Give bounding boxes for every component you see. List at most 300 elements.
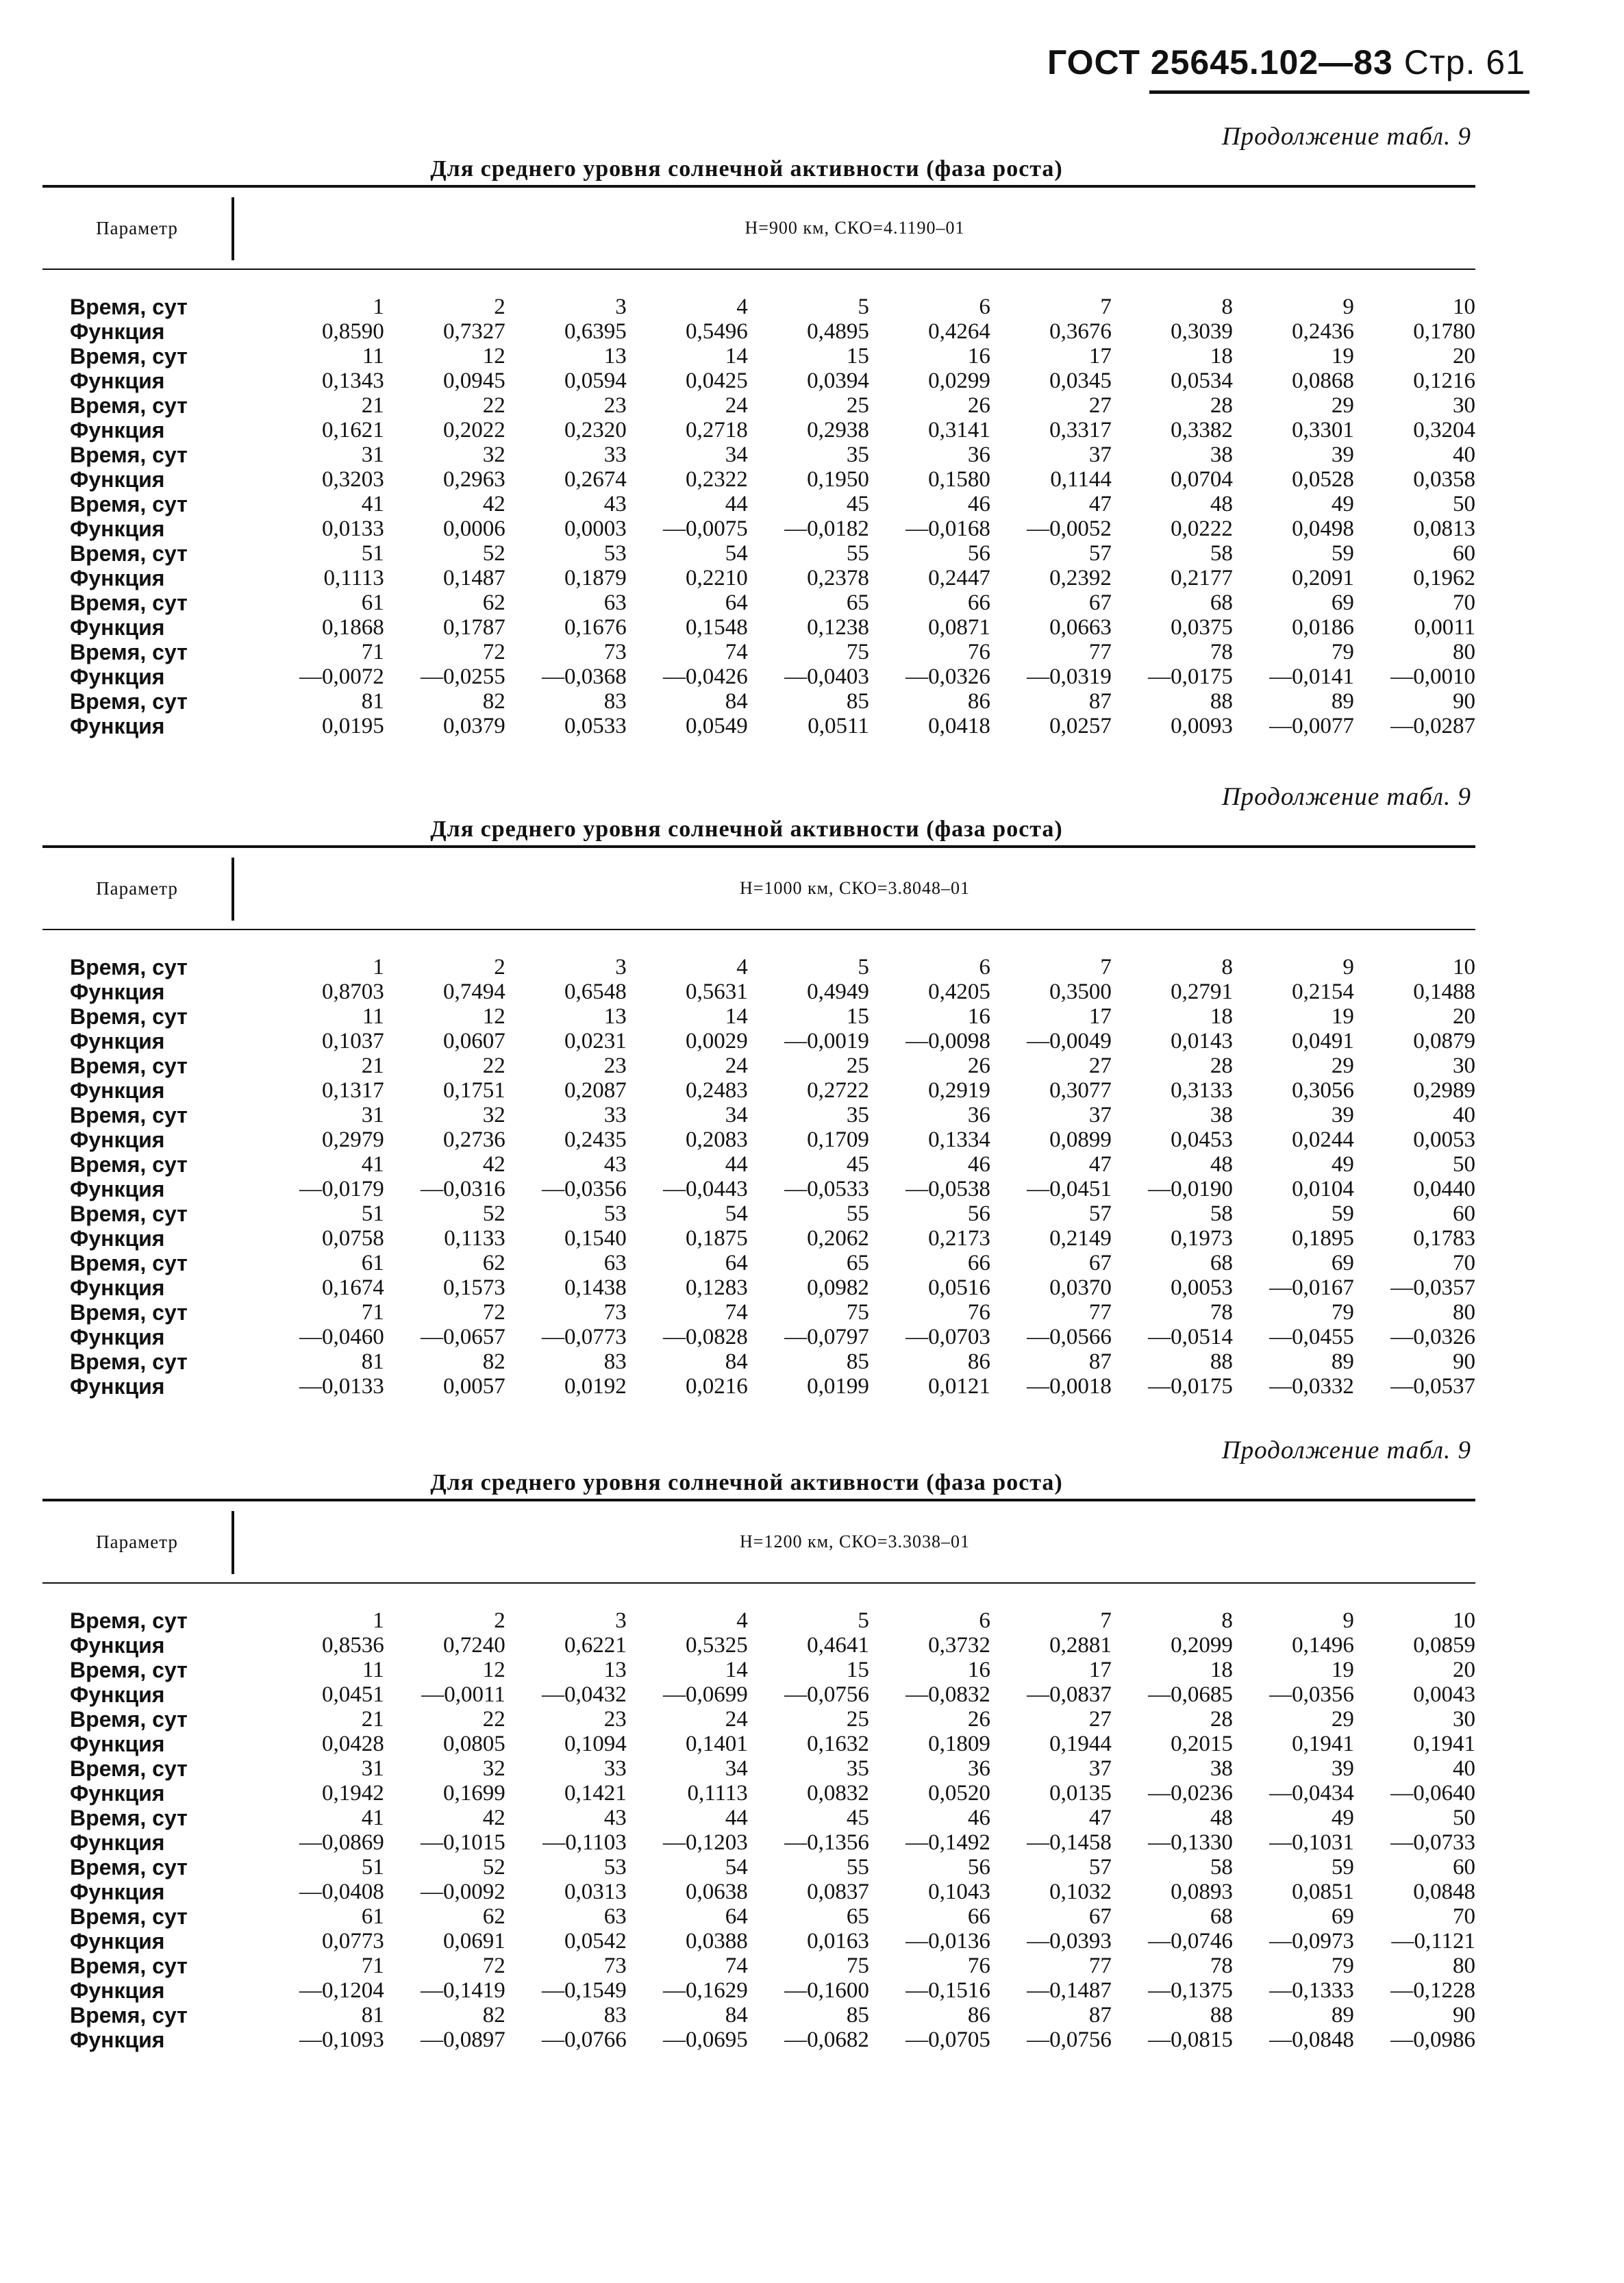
function-label: Функция — [70, 1682, 165, 1707]
function-cell: 0,0704 — [1171, 467, 1233, 492]
table-header-rule — [42, 1582, 1475, 1584]
table-row — [42, 1127, 1475, 1152]
time-label: Время, сут — [70, 1004, 188, 1029]
time-label: Время, сут — [70, 1806, 188, 1830]
time-cell: 12 — [482, 1004, 505, 1029]
function-cell: 0,0859 — [1413, 1633, 1475, 1658]
time-label: Время, сут — [70, 1251, 188, 1275]
time-cell: 37 — [1088, 1103, 1112, 1127]
time-cell: 44 — [725, 1152, 748, 1177]
time-cell: 74 — [725, 1300, 748, 1325]
function-cell: 0,0428 — [322, 1732, 384, 1756]
time-cell: 1 — [373, 955, 384, 980]
function-cell: 0,4205 — [928, 980, 990, 1004]
time-cell: 47 — [1088, 1152, 1112, 1177]
time-label: Время, сут — [70, 541, 188, 566]
function-cell: 0,0607 — [443, 1029, 505, 1053]
time-label: Время, сут — [70, 1855, 188, 1880]
time-cell: 57 — [1088, 1855, 1112, 1880]
time-cell: 90 — [1453, 1349, 1475, 1374]
time-cell: 61 — [361, 1251, 384, 1275]
function-cell: 0,1950 — [807, 467, 869, 492]
function-cell: 0,2322 — [686, 467, 748, 492]
time-cell: 69 — [1331, 590, 1354, 615]
function-label: Функция — [70, 615, 165, 640]
time-cell: 65 — [846, 590, 869, 615]
time-cell: 60 — [1453, 1201, 1475, 1226]
time-cell: 79 — [1331, 640, 1354, 664]
time-label: Время, сут — [70, 1707, 188, 1732]
time-cell: 46 — [967, 1152, 990, 1177]
function-cell: 0,1113 — [323, 566, 384, 590]
function-label: Функция — [70, 516, 165, 541]
table-row — [42, 1633, 1475, 1658]
time-cell: 28 — [1210, 393, 1233, 418]
function-cell: 0,6221 — [564, 1633, 627, 1658]
time-cell: 56 — [967, 1855, 990, 1880]
function-cell: 0,1043 — [928, 1880, 990, 1904]
time-cell: 76 — [967, 1300, 990, 1325]
time-cell: 42 — [482, 492, 505, 516]
time-cell: 24 — [725, 1053, 748, 1078]
function-cell: 0,1421 — [564, 1781, 627, 1806]
time-cell: 14 — [725, 1658, 748, 1682]
time-label: Время, сут — [70, 1201, 188, 1226]
table-row — [42, 1226, 1475, 1251]
time-cell: 65 — [846, 1904, 869, 1929]
table-row — [42, 2003, 1475, 2028]
time-cell: 38 — [1210, 442, 1233, 467]
table-row — [42, 1004, 1475, 1029]
time-label: Время, сут — [70, 1608, 188, 1633]
function-cell: 0,0195 — [322, 714, 384, 738]
time-cell: 83 — [603, 689, 627, 714]
function-label: Функция — [70, 1078, 165, 1103]
time-cell: 7 — [1100, 295, 1112, 319]
function-label: Функция — [70, 1029, 165, 1053]
time-label: Время, сут — [70, 1300, 188, 1325]
time-cell: 37 — [1088, 1756, 1112, 1781]
function-cell: 0,0244 — [1292, 1127, 1354, 1152]
time-cell: 22 — [482, 1053, 505, 1078]
function-cell: 0,2722 — [807, 1078, 869, 1103]
table-row — [42, 541, 1475, 566]
function-cell: —0,0141 — [1269, 664, 1354, 689]
time-cell: 40 — [1453, 442, 1475, 467]
function-cell: 0,0006 — [443, 516, 505, 541]
data-table — [42, 295, 1475, 738]
function-cell: —0,1492 — [905, 1830, 990, 1855]
param-column-header: Параметр — [96, 877, 178, 899]
table-row — [42, 418, 1475, 442]
function-cell: —0,0175 — [1148, 1374, 1233, 1399]
time-cell: 70 — [1453, 1904, 1475, 1929]
function-cell: —0,0049 — [1027, 1029, 1112, 1053]
function-cell: 0,0868 — [1292, 369, 1354, 393]
time-cell: 11 — [362, 1658, 384, 1682]
time-cell: 49 — [1331, 1806, 1354, 1830]
time-cell: 85 — [846, 1349, 869, 1374]
time-cell: 67 — [1088, 590, 1112, 615]
table-row — [42, 980, 1475, 1004]
time-cell: 41 — [361, 1806, 384, 1830]
time-label: Время, сут — [70, 344, 188, 369]
table-header — [42, 848, 1475, 929]
time-cell: 64 — [725, 590, 748, 615]
time-cell: 86 — [967, 2003, 990, 2028]
time-cell: 32 — [482, 1103, 505, 1127]
table-row — [42, 1251, 1475, 1275]
time-cell: 58 — [1210, 1201, 1233, 1226]
time-label: Время, сут — [70, 955, 188, 980]
function-label: Функция — [70, 1732, 165, 1756]
time-cell: 66 — [967, 1251, 990, 1275]
function-label: Функция — [70, 664, 165, 689]
time-cell: 41 — [361, 1152, 384, 1177]
function-cell: 0,3204 — [1413, 418, 1475, 442]
function-cell: 0,2435 — [564, 1127, 627, 1152]
function-cell: —0,0640 — [1390, 1781, 1475, 1806]
time-cell: 59 — [1331, 1201, 1354, 1226]
function-cell: 0,0163 — [807, 1929, 869, 1954]
continuation-note: Продолжение табл. 9 — [1221, 783, 1471, 811]
table-subtitle: Для среднего уровня солнечной активности (фаза роста) — [430, 156, 1063, 182]
function-cell: 0,0370 — [1049, 1275, 1112, 1300]
function-cell: 0,1238 — [807, 615, 869, 640]
time-cell: 59 — [1331, 541, 1354, 566]
time-cell: 49 — [1331, 492, 1354, 516]
function-cell: —0,0408 — [299, 1880, 384, 1904]
function-cell: 0,2173 — [928, 1226, 990, 1251]
time-cell: 55 — [846, 541, 869, 566]
function-cell: 0,0534 — [1171, 369, 1233, 393]
time-cell: 39 — [1331, 1756, 1354, 1781]
function-cell: 0,0375 — [1171, 615, 1233, 640]
table-row — [42, 1781, 1475, 1806]
time-cell: 59 — [1331, 1855, 1354, 1880]
function-cell: 0,7240 — [443, 1633, 505, 1658]
function-cell: 0,1751 — [443, 1078, 505, 1103]
table-row — [42, 1732, 1475, 1756]
time-cell: 48 — [1210, 1806, 1233, 1830]
function-cell: —0,1330 — [1148, 1830, 1233, 1855]
time-cell: 80 — [1453, 1300, 1475, 1325]
function-cell: —0,1228 — [1390, 1978, 1475, 2003]
function-cell: 0,5631 — [686, 980, 748, 1004]
time-cell: 23 — [603, 1707, 627, 1732]
function-label: Функция — [70, 980, 165, 1004]
time-cell: 77 — [1088, 1300, 1112, 1325]
time-cell: 31 — [361, 1103, 384, 1127]
time-cell: 48 — [1210, 1152, 1233, 1177]
function-cell: 0,0313 — [564, 1880, 627, 1904]
function-cell: —0,0682 — [784, 2028, 869, 2052]
function-cell: 0,0299 — [928, 369, 990, 393]
function-cell: 0,0043 — [1413, 1682, 1475, 1707]
function-cell: 0,3141 — [928, 418, 990, 442]
time-cell: 40 — [1453, 1103, 1475, 1127]
time-cell: 26 — [967, 1707, 990, 1732]
time-cell: 56 — [967, 1201, 990, 1226]
time-cell: 67 — [1088, 1251, 1112, 1275]
time-cell: 87 — [1088, 1349, 1112, 1374]
param-column-header: Параметр — [96, 217, 178, 238]
table-row — [42, 1756, 1475, 1781]
time-cell: 3 — [615, 1608, 627, 1633]
function-cell: 0,2210 — [686, 566, 748, 590]
table-row — [42, 1707, 1475, 1732]
function-label: Функция — [70, 1880, 165, 1904]
time-cell: 81 — [361, 689, 384, 714]
time-cell: 10 — [1453, 955, 1475, 980]
function-cell: 0,3317 — [1049, 418, 1112, 442]
time-cell: 75 — [846, 1300, 869, 1325]
function-cell: —0,0182 — [784, 516, 869, 541]
function-cell: 0,2938 — [807, 418, 869, 442]
function-cell: 0,1216 — [1413, 369, 1475, 393]
function-label: Функция — [70, 1325, 165, 1349]
table-header-rule — [42, 269, 1475, 270]
function-cell: 0,2718 — [686, 418, 748, 442]
function-cell: 0,4264 — [928, 319, 990, 344]
time-cell: 22 — [482, 1707, 505, 1732]
function-cell: 0,0498 — [1292, 516, 1354, 541]
function-cell: 0,1942 — [322, 1781, 384, 1806]
table-row — [42, 1300, 1475, 1325]
function-cell: 0,2087 — [564, 1078, 627, 1103]
function-cell: —0,0848 — [1269, 2028, 1354, 2052]
time-cell: 18 — [1210, 1658, 1233, 1682]
function-cell: —0,0357 — [1390, 1275, 1475, 1300]
function-cell: —0,0443 — [663, 1177, 748, 1201]
table-row — [42, 1929, 1475, 1954]
time-cell: 77 — [1088, 1954, 1112, 1978]
time-cell: 62 — [482, 1904, 505, 1929]
function-label: Функция — [70, 319, 165, 344]
time-cell: 68 — [1210, 1904, 1233, 1929]
time-cell: 82 — [482, 689, 505, 714]
time-cell: 25 — [846, 1707, 869, 1732]
time-label: Время, сут — [70, 689, 188, 714]
function-cell: —0,0356 — [542, 1177, 627, 1201]
time-cell: 21 — [361, 393, 384, 418]
time-cell: 12 — [482, 344, 505, 369]
time-cell: 17 — [1088, 344, 1112, 369]
time-cell: 36 — [967, 1103, 990, 1127]
time-cell: 70 — [1453, 1251, 1475, 1275]
time-cell: 35 — [846, 1756, 869, 1781]
function-cell: 0,1780 — [1413, 319, 1475, 344]
time-cell: 83 — [603, 1349, 627, 1374]
time-cell: 4 — [736, 1608, 748, 1633]
time-cell: 60 — [1453, 1855, 1475, 1880]
table-row — [42, 689, 1475, 714]
time-cell: 3 — [615, 295, 627, 319]
function-cell: 0,0520 — [928, 1781, 990, 1806]
function-cell: 0,8703 — [322, 980, 384, 1004]
time-cell: 42 — [482, 1152, 505, 1177]
time-cell: 13 — [603, 344, 627, 369]
time-label: Время, сут — [70, 2003, 188, 2028]
function-cell: —0,0832 — [905, 1682, 990, 1707]
function-cell: 0,1879 — [564, 566, 627, 590]
time-label: Время, сут — [70, 1756, 188, 1781]
time-cell: 3 — [615, 955, 627, 980]
time-cell: 30 — [1453, 1707, 1475, 1732]
function-cell: —0,0685 — [1148, 1682, 1233, 1707]
time-cell: 7 — [1100, 1608, 1112, 1633]
time-cell: 42 — [482, 1806, 505, 1830]
time-cell: 16 — [967, 1658, 990, 1682]
time-cell: 21 — [361, 1053, 384, 1078]
function-label: Функция — [70, 1374, 165, 1399]
table-row — [42, 344, 1475, 369]
function-cell: —0,0869 — [299, 1830, 384, 1855]
time-cell: 62 — [482, 1251, 505, 1275]
time-cell: 38 — [1210, 1103, 1233, 1127]
function-cell: 0,1868 — [322, 615, 384, 640]
time-cell: 24 — [725, 1707, 748, 1732]
function-cell: 0,1144 — [1050, 467, 1112, 492]
function-cell: 0,2320 — [564, 418, 627, 442]
function-cell: —0,0133 — [299, 1374, 384, 1399]
function-cell: —0,0136 — [905, 1929, 990, 1954]
table-row — [42, 369, 1475, 393]
time-cell: 10 — [1453, 1608, 1475, 1633]
time-cell: 48 — [1210, 492, 1233, 516]
time-cell: 60 — [1453, 541, 1475, 566]
function-cell: 0,8590 — [322, 319, 384, 344]
function-cell: 0,0053 — [1171, 1275, 1233, 1300]
time-cell: 44 — [725, 1806, 748, 1830]
function-cell: 0,6548 — [564, 980, 627, 1004]
function-cell: 0,0231 — [564, 1029, 627, 1053]
page-header — [1047, 42, 1525, 82]
function-cell: 0,1317 — [322, 1078, 384, 1103]
function-cell: —0,0332 — [1269, 1374, 1354, 1399]
time-cell: 19 — [1331, 1004, 1354, 1029]
function-cell: 0,2392 — [1049, 566, 1112, 590]
table-row — [42, 664, 1475, 689]
time-cell: 51 — [361, 541, 384, 566]
time-cell: 16 — [967, 344, 990, 369]
time-cell: 50 — [1453, 492, 1475, 516]
time-cell: 25 — [846, 1053, 869, 1078]
function-cell: 0,4641 — [807, 1633, 869, 1658]
table-row — [42, 516, 1475, 541]
function-cell: 0,1875 — [686, 1226, 748, 1251]
time-cell: 32 — [482, 442, 505, 467]
time-cell: 29 — [1331, 393, 1354, 418]
time-cell: 11 — [362, 1004, 384, 1029]
function-cell: —0,0393 — [1027, 1929, 1112, 1954]
header-rule — [1149, 90, 1529, 94]
function-cell: 0,1674 — [322, 1275, 384, 1300]
time-cell: 55 — [846, 1201, 869, 1226]
table-row — [42, 590, 1475, 615]
time-cell: 81 — [361, 2003, 384, 2028]
function-cell: 0,0104 — [1292, 1177, 1354, 1201]
time-cell: 73 — [603, 640, 627, 664]
function-cell: —0,0326 — [1390, 1325, 1475, 1349]
time-cell: 69 — [1331, 1251, 1354, 1275]
table-subtitle: Для среднего уровня солнечной активности (фаза роста) — [430, 816, 1063, 842]
function-cell: 0,1709 — [807, 1127, 869, 1152]
continuation-note: Продолжение табл. 9 — [1221, 123, 1471, 151]
time-cell: 30 — [1453, 393, 1475, 418]
function-cell: 0,1632 — [807, 1732, 869, 1756]
time-cell: 19 — [1331, 344, 1354, 369]
time-label: Время, сут — [70, 590, 188, 615]
function-cell: 0,1133 — [444, 1226, 505, 1251]
function-cell: 0,1621 — [322, 418, 384, 442]
time-cell: 88 — [1210, 689, 1233, 714]
time-cell: 5 — [858, 955, 869, 980]
time-cell: 8 — [1221, 1608, 1233, 1633]
time-cell: 66 — [967, 1904, 990, 1929]
function-cell: —0,0287 — [1390, 714, 1475, 738]
time-cell: 12 — [482, 1658, 505, 1682]
table-row — [42, 1103, 1475, 1127]
function-cell: 0,0691 — [443, 1929, 505, 1954]
function-cell: 0,3056 — [1292, 1078, 1354, 1103]
time-cell: 87 — [1088, 2003, 1112, 2028]
function-cell: —0,0455 — [1269, 1325, 1354, 1349]
time-cell: 5 — [858, 295, 869, 319]
function-cell: —0,0072 — [299, 664, 384, 689]
function-cell: 0,0135 — [1049, 1781, 1112, 1806]
time-cell: 34 — [725, 442, 748, 467]
time-cell: 73 — [603, 1954, 627, 1978]
function-cell: 0,2674 — [564, 467, 627, 492]
function-label: Функция — [70, 1929, 165, 1954]
function-cell: 0,2989 — [1413, 1078, 1475, 1103]
function-cell: —0,1629 — [663, 1978, 748, 2003]
time-cell: 63 — [603, 1251, 627, 1275]
function-cell: —0,0316 — [421, 1177, 505, 1201]
function-cell: —0,1419 — [421, 1978, 505, 2003]
time-cell: 50 — [1453, 1806, 1475, 1830]
function-cell: —0,0797 — [784, 1325, 869, 1349]
function-cell: 0,2154 — [1292, 980, 1354, 1004]
table-row — [42, 1349, 1475, 1374]
function-cell: —0,0092 — [421, 1880, 505, 1904]
time-cell: 76 — [967, 1954, 990, 1978]
function-cell: 0,0832 — [807, 1781, 869, 1806]
function-cell: 0,0388 — [686, 1929, 748, 1954]
time-cell: 85 — [846, 2003, 869, 2028]
time-cell: 87 — [1088, 689, 1112, 714]
function-cell: 0,3500 — [1049, 980, 1112, 1004]
function-cell: —0,0168 — [905, 516, 990, 541]
function-cell: 0,2436 — [1292, 319, 1354, 344]
function-cell: 0,0394 — [807, 369, 869, 393]
time-cell: 7 — [1100, 955, 1112, 980]
function-cell: 0,7327 — [443, 319, 505, 344]
time-cell: 66 — [967, 590, 990, 615]
function-cell: —0,1103 — [542, 1830, 627, 1855]
function-cell: 0,0945 — [443, 369, 505, 393]
table-row — [42, 393, 1475, 418]
time-cell: 33 — [603, 442, 627, 467]
time-label: Время, сут — [70, 1954, 188, 1978]
function-cell: 0,2979 — [322, 1127, 384, 1152]
time-cell: 45 — [846, 1806, 869, 1830]
time-cell: 88 — [1210, 1349, 1233, 1374]
function-cell: 0,0003 — [564, 516, 627, 541]
function-label: Функция — [70, 1978, 165, 2003]
function-cell: 0,2022 — [443, 418, 505, 442]
